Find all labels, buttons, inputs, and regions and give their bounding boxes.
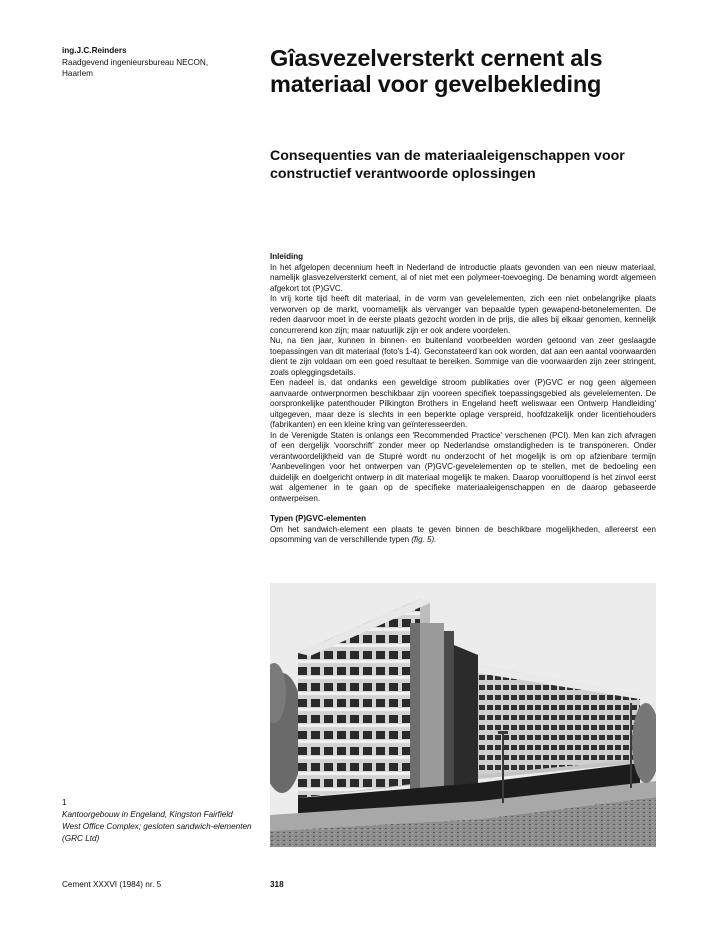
page-number: 318 [270, 880, 284, 889]
figure-caption [62, 797, 252, 845]
figure-number: 1 [62, 798, 67, 807]
article-title: Gîasvezelversterkt cernent als materiaal voor gevelbekleding [270, 45, 603, 97]
building-photo [270, 583, 656, 847]
paragraph: In het afgelopen decennium heeft in Nederland de introductie plaats gevonden van een nieuw materiaal, namelijk glasvezelversterkt cement, al of niet met een polymeer-toevoeging. De benaming wordt algemeen afgekort tot (P)GVC. [270, 262, 656, 293]
section-heading-typen: Typen (P)GVC-elementen [270, 514, 366, 523]
figure-reference: (fig. 5). [411, 535, 437, 544]
author-city: Haarlem [62, 69, 93, 78]
building-photo-image [270, 583, 656, 847]
article-subtitle: Consequenties van de materiaaleigenschappen voor constructief verantwoorde oplossingen [270, 148, 625, 182]
section-heading-inleiding: Inleiding [270, 252, 304, 261]
paragraph: Een nadeel is, dat ondanks een geweldige stroom publikaties over (P)GVC er nog geen algemeen aanvaarde ontwerpnormen beschikbaar zijn vooreen specifiek toepassingsgebied als gevelelementen. De oorspronkelijke patenthouder Pilkington Brothers in Engeland heeft weliswaar een Ontwerp Handleiding' uitgegeven, maar deze is slechts in een beperkte oplage verspreid, hoofdzakelijk onder licentiehouders (fabrikanten) en een kleine kring van geïnteresseerden. [270, 378, 656, 429]
paragraph: Nu, na tien jaar, kunnen in binnen- en buitenland voorbeelden worden getoond van zeer geslaagde toepassingen van dit materiaal (foto's 1-4). Geconstateerd kan ook worden, dat aan een aantal voorwaarden dient te zijn voldaan om een goed resultaat te bereiken. Sommige van die voorwaarden zijn zeer stringent, zoals opleggingsdetails. [270, 336, 656, 377]
paragraph: In de Verenigde Staten is onlangs een 'Recommended Practice' verschenen (PCI). Men kan zich afvragen of een dergelijk 'voorschrift' zonder meer op Nederlandse omstandigheden is te transponeren. Onder verantwoordelijkheid van de Stupré wordt nu onderzocht of het mogelijk is om op afzienbare termijn 'Aanbevelingen voor het ontwerpen van (P)GVC-gevelelementen op te stellen, met de bedoeling een duidelijk en doelgericht ontwerp in dit materiaal mogelijk te maken. Daarop vooruitlopend is het zinvol eerst wat algemener in te gaan op de specifieke materiaaleigenschappen en de daarop gebaseerde ontwerpeisen. [270, 430, 656, 503]
author-block [62, 45, 252, 80]
paragraph [270, 525, 656, 546]
journal-reference: Cement XXXVI (1984) nr. 5 [62, 880, 162, 889]
paragraph-text: Om het sandwich-element een plaats te geven binnen de beschikbare mogelijkheden, allereerst een opsomming van de verschillende typen [270, 524, 656, 544]
author-affiliation: Raadgevend ingenieursbureau NECON, [62, 57, 209, 67]
article-body [270, 252, 656, 546]
figure-caption-text: Kantoorgebouw in Engeland, Kingston Fairfield West Office Complex; gesloten sandwich-elementen (GRC Ltd) [62, 810, 252, 843]
author-name: ing.J.C.Reinders [62, 46, 127, 55]
paragraph: In vrij korte tijd heeft dit materiaal, in de vorm van gevelelementen, zich een niet onbelangrijke plaats verworven op de markt, voornamelijk als vervanger van bepaalde typen gewapend-betonelementen. De reden daarvoor moet in de eerste plaats gezocht worden in de prijs, die alles bij elkaar genomen, kennelijk concurrerend kon zijn; maar natuurlijk zijn er ook andere voordelen. [270, 294, 656, 335]
